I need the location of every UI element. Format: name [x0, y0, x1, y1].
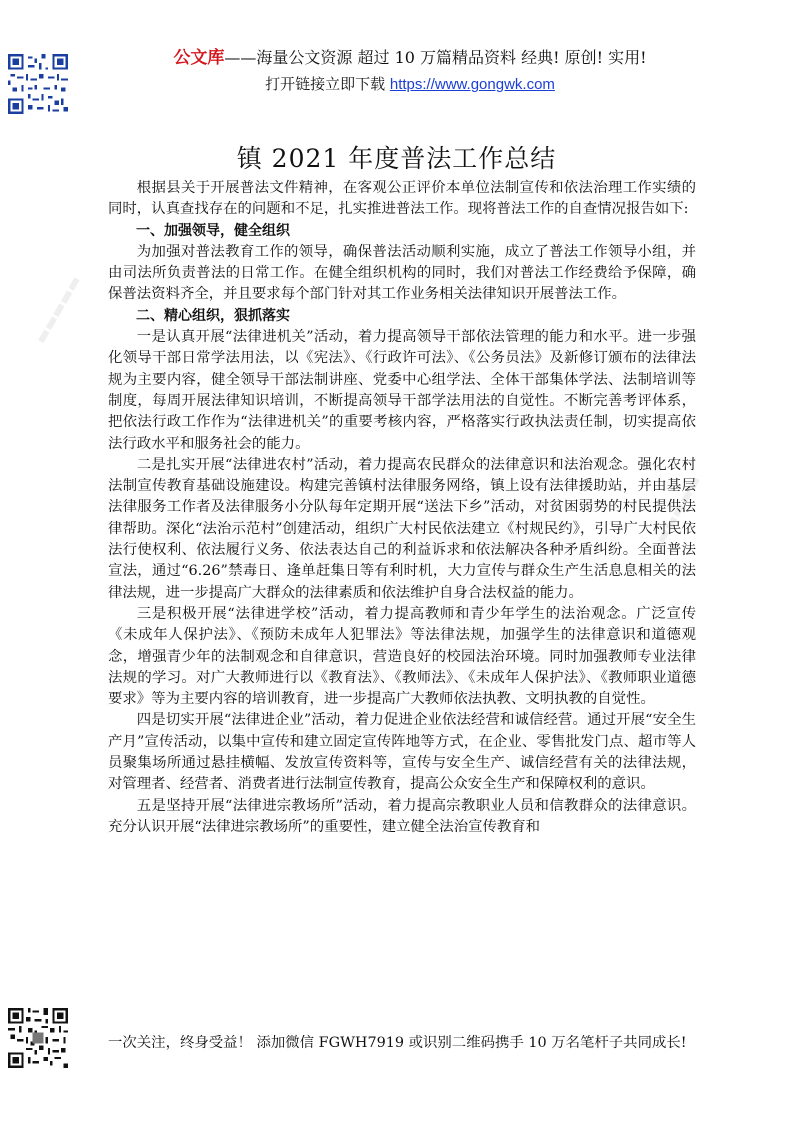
watermark-decoration: ▬▬▬▬▬ [30, 272, 85, 347]
download-text: 打开链接立即下载 [265, 75, 386, 93]
body-paragraph: 一是认真开展“法律进机关”活动，着力提高领导干部依法管理的能力和水平。进一步强化领导干部日常学法用法，以《宪法》、《行政许可法》、《公务员法》及新修订颁布的法律法规为主要内容，健全领导干部法制讲座、党委中心组学法、全体干部集体学法、法制培训等制度，每周开展法律知识培训，不断提高领导干部学法用法的自觉性。不断完善考评体系，把依法行政工作作为“法律进机关”的重要考核内容，严格落实行政执法责任制，切实提高依法行政水平和服务社会的能力。 [108, 329, 696, 452]
footer-note: 一次关注，终身受益！ 添加微信 FGWH7919 或识别二维码携手 10 万名笔杆子共同成长! [108, 1035, 687, 1051]
intro-paragraph: 根据县关于开展普法文件精神，在客观公正评价本单位法制宣传和依法治理工作实绩的同时，认真查找存在的问题和不足，扎实推进普法工作。现将普法工作的自查情况报告如下: [108, 180, 696, 218]
header-download-line [120, 72, 700, 97]
document-body [108, 178, 696, 838]
body-paragraph: 四是切实开展“法律进企业”活动，着力促进企业依法经营和诚信经营。通过开展“安全生产月”宣传活动，以集中宣传和建立固定宣传阵地等方式，在企业、零售批发门点、超市等人员聚集场所通过悬挂横幅、发放宣传资料等，宣传与安全生产、诚信经营有关的法律法规，对管理者、经营者、消费者进行法制宣传教育，提高公众安全生产和保障权利的意识。 [108, 712, 696, 793]
document-header [120, 46, 700, 97]
qr-code-icon [6, 52, 70, 116]
body-paragraph: 五是坚持开展“法律进宗教场所”活动，着力提高宗教职业人员和信教群众的法律意识。充分认识开展“法律进宗教场所”的重要性，建立健全法治宣传教育和 [108, 797, 696, 835]
watermark-decoration: ▬▬▬▬▬ [650, 472, 705, 547]
download-link[interactable]: https://www.gongwk.com [389, 76, 555, 93]
qr-code-top-graphic [6, 52, 70, 116]
page-title: 镇 2021 年度普法工作总结 [236, 144, 557, 173]
body-paragraph: 二是扎实开展“法律进农村”活动，着力提高农民群众的法律意识和法治观念。强化农村法制宣传教育基础设施建设。构建完善镇村法律服务网络，镇上设有法律援助站，并由基层法律服务工作者及法律服务小分队每年定期开展“送法下乡”活动，对贫困弱势的村民提供法律帮助。深化“法治示范村”创建活动，组织广大村民依法建立《村规民约》，引导广大村民依法行使权利、依法履行义务、依法表达自己的利益诉求和依法解决各种矛盾纠纷。全面普法宣法，通过“6.26”禁毒日、逢单赶集日等有利时机，大力宣传与群众生产生活息息相关的法律法规，进一步提高广大群众的法律素质和依法维护自身合法权益的能力。 [108, 456, 696, 601]
section-heading: 一、加强领导，健全组织 [136, 222, 290, 239]
section-heading: 二、精心组织，狠抓落实 [136, 307, 290, 324]
body-paragraph: 三是积极开展“法律进学校”活动，着力提高教师和青少年学生的法治观念。广泛宣传《未成年人保护法》、《预防未成年人犯罪法》等法律法规，加强学生的法律意识和道德观念，增强青少年的法制观念和自律意识，营造良好的校园法治环境。同时加强教师专业法律法规的学习。对广大教师进行以《教育法》、《教师法》、《未成年人保护法》、《教师职业道德要求》等为主要内容的培训教育，进一步提高广大教师依法执教、文明执教的自觉性。 [108, 605, 696, 708]
brand-name: 公文库 [173, 48, 225, 68]
qr-code-bottom-graphic [6, 1006, 70, 1070]
qr-code-icon [6, 1006, 70, 1070]
header-tagline: ——海量公文资源 超过 10 万篇精品资料 经典! 原创! 实用! [224, 48, 647, 67]
header-tagline-line [120, 46, 700, 70]
body-paragraph: 为加强对普法教育工作的领导，确保普法活动顺利实施，成立了普法工作领导小组，并由司法所负责普法的日常工作。在健全组织机构的同时，我们对普法工作经费给予保障，确保普法资料齐全，并且要求每个部门针对其工作业务相关法律知识开展普法工作。 [108, 243, 696, 303]
